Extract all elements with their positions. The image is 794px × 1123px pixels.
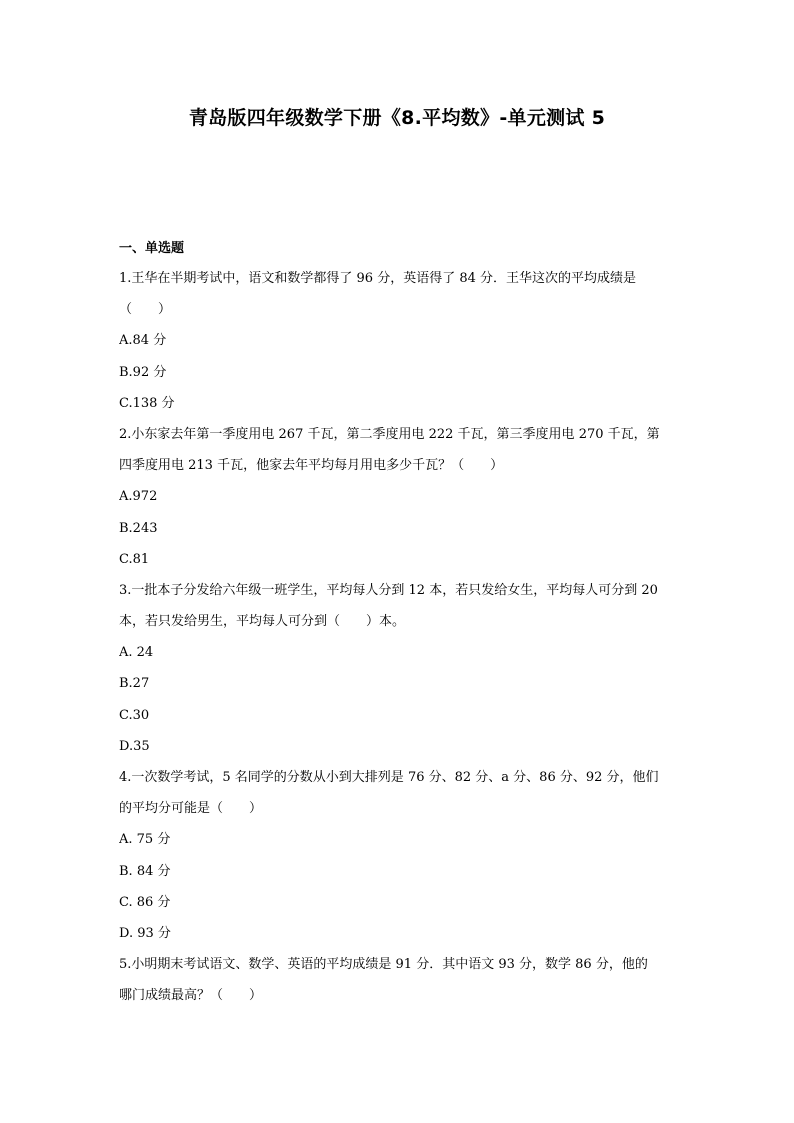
question-3-option-b: B.27 [119,676,150,692]
question-1-text-line-1: 1.王华在半期考试中，语文和数学都得了 96 分，英语得了 84 分．王华这次的平均成绩是 [119,271,637,286]
question-4-option-c: C. 86 分 [119,894,171,910]
question-1-text-line-2: （ ） [119,302,172,318]
question-3-text-line-2: 本，若只发给男生，平均每人可分到（ ）本。 [119,614,406,630]
question-3 [119,575,679,762]
question-2 [119,419,679,575]
question-4-option-a: A. 75 分 [119,832,171,848]
question-4-option-d: D. 93 分 [119,925,171,941]
question-2-text-line-1: 2.小东家去年第一季度用电 267 千瓦，第二季度用电 222 千瓦，第三季度用电 270 千瓦，第 [119,426,660,442]
page-title: 青岛版四年级数学下册《8.平均数》-单元测试 5 [188,107,606,129]
question-3-option-a: A. 24 [119,645,154,661]
question-4-text-line-1: 4.一次数学考试，5 名同学的分数从小到大排列是 76 分、82 分、a 分、86 分、92 分，他们 [119,770,659,785]
question-4-option-b: B. 84 分 [119,863,171,879]
document-body [119,234,679,1012]
question-1-option-c: C.138 分 [119,395,175,411]
question-4-text-line-2: 的平均分可能是（ ） [119,801,263,817]
question-2-option-c: C.81 [119,551,150,567]
question-1 [119,263,679,419]
question-1-option-b: B.92 分 [119,364,167,380]
question-5 [119,949,679,1011]
question-4 [119,762,679,949]
question-3-option-d: D.35 [119,738,150,754]
question-5-text-line-2: 哪门成绩最高？（ ） [119,988,263,1004]
question-5-text-line-1: 5.小明期末考试语文、数学、英语的平均成绩是 91 分．其中语文 93 分，数学 86 分，他的 [119,957,648,973]
section-heading: 一、单选题 [119,241,185,256]
question-2-text-line-2: 四季度用电 213 千瓦，他家去年平均每月用电多少千瓦？（ ） [119,458,504,474]
question-1-option-a: A.84 分 [119,333,167,349]
question-2-option-b: B.243 [119,520,158,536]
question-3-text-line-1: 3.一批本子分发给六年级一班学生，平均每人分到 12 本，若只发给女生，平均每人可分到 20 [119,582,658,598]
question-2-option-a: A.972 [119,489,158,505]
question-3-option-c: C.30 [119,707,150,723]
